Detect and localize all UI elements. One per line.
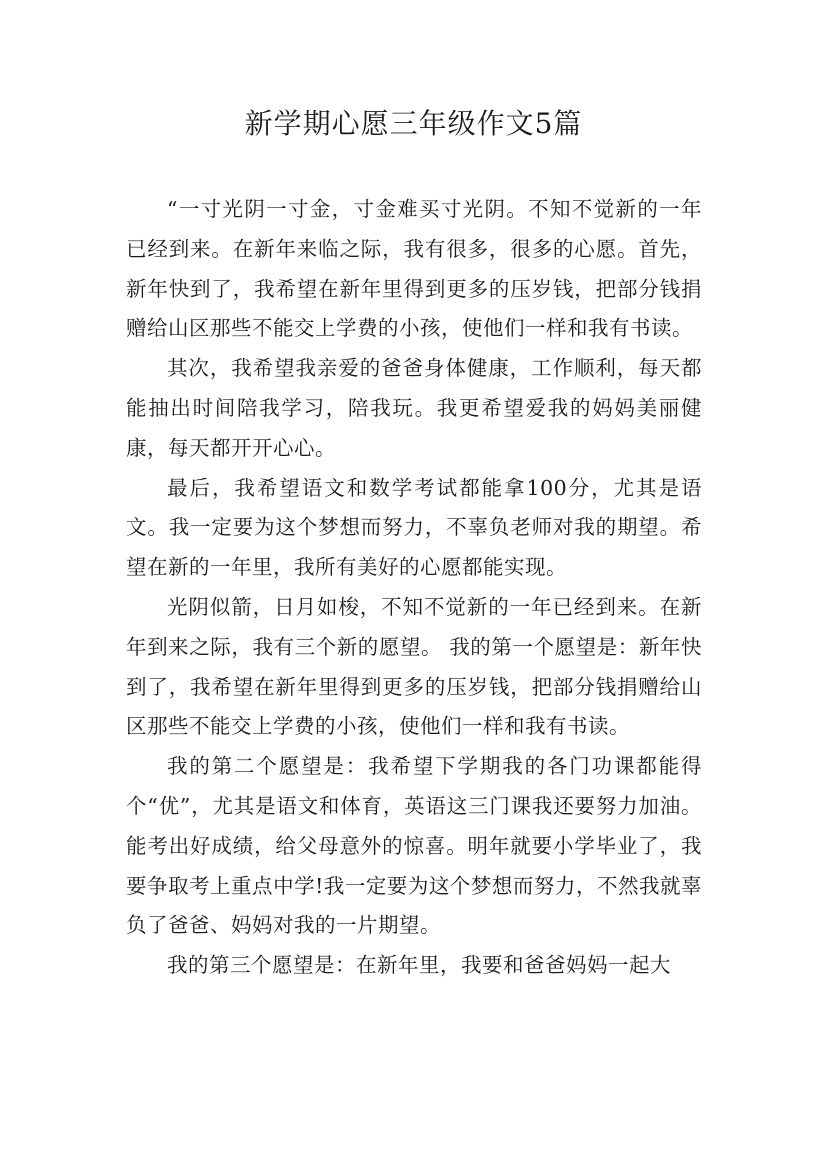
document-title: 新学期心愿三年级作文5篇 [244, 107, 583, 140]
document-body [126, 190, 702, 986]
paragraph: 最后，我希望语文和数学考试都能拿100分，尤其是语文。我一定要为这个梦想而努力，不辜负老师对我的期望。希望在新的一年里，我所有美好的心愿都能实现。 [126, 475, 702, 580]
paragraph: “一寸光阴一寸金，寸金难买寸光阴。不知不觉新的一年已经到来。在新年来临之际，我有很多，很多的心愿。首先，新年快到了，我希望在新年里得到更多的压岁钱，把部分钱捐赠给山区那些不能交上学费的小孩，使他们一样和我有书读。 [126, 197, 702, 341]
paragraph: 其次，我希望我亲爱的爸爸身体健康，工作顺利，每天都能抽出时间陪我学习，陪我玩。我更希望爱我的妈妈美丽健康，每天都开开心心。 [126, 356, 702, 460]
paragraph: 我的第二个愿望是：我希望下学期我的各门功课都能得个“优”，尤其是语文和体育，英语这三门课我还要努力加油。 能考出好成绩，给父母意外的惊喜。明年就要小学毕业了，我要争取考上重点中学!我一定要为这个梦想而努力，不然我就辜负了爸爸、妈妈对我的一片期望。 [126, 754, 702, 938]
paragraph: 我的第三个愿望是：在新年里，我要和爸爸妈妈一起大 [167, 953, 671, 978]
paragraph: 光阴似箭，日月如梭，不知不觉新的一年已经到来。在新年到来之际，我有三个新的愿望。 我的第一个愿望是：新年快到了，我希望在新年里得到更多的压岁钱，把部分钱捐赠给山区那些不能交上学费的小孩，使他们一样和我有书读。 [126, 594, 702, 739]
